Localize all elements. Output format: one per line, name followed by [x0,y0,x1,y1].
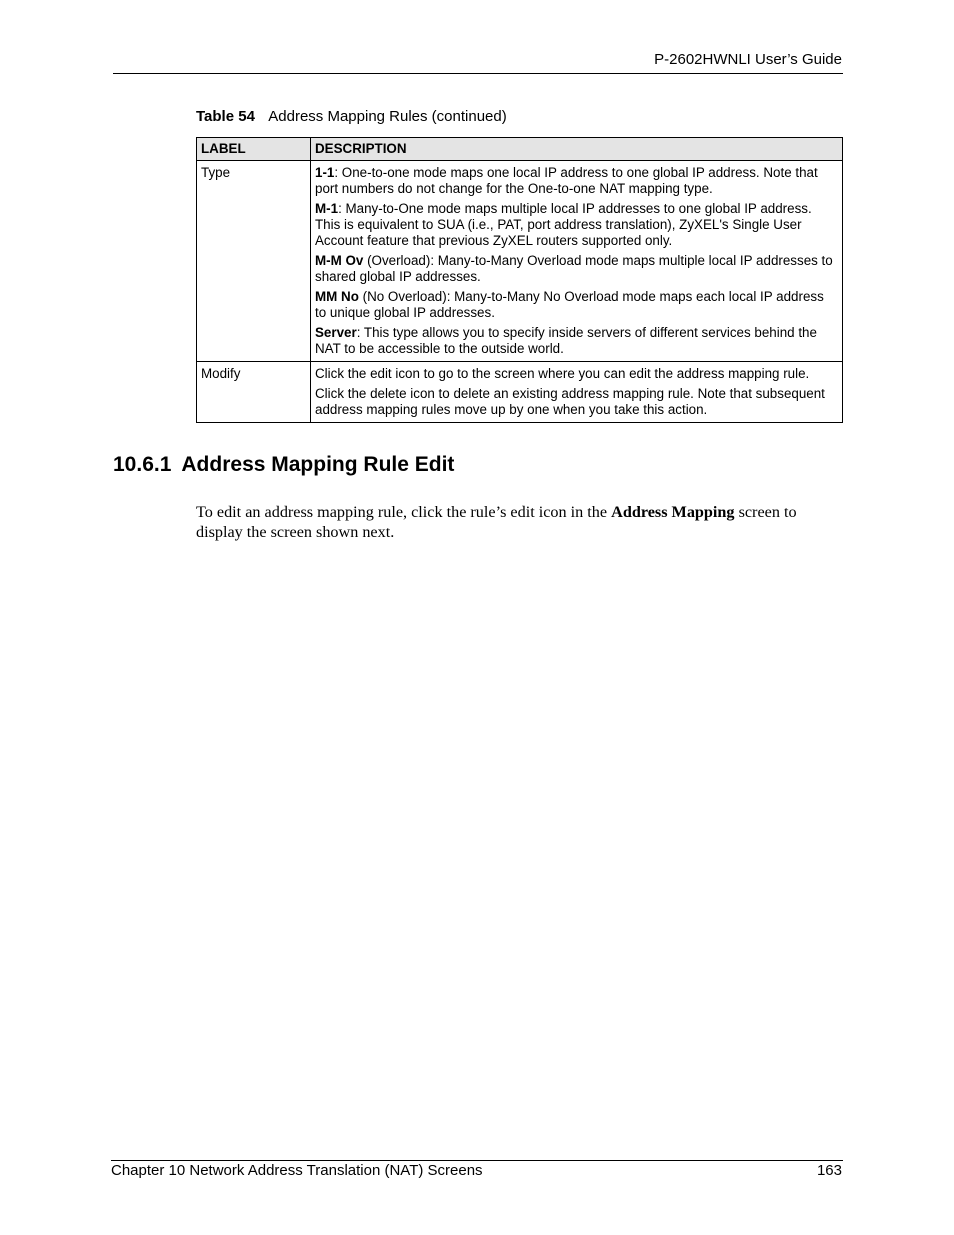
section-number: 10.6.1 [113,453,172,476]
description-item [315,289,838,321]
row-label: Type [197,161,311,362]
description-item [315,165,838,197]
body-paragraph [196,502,844,542]
footer-rule [111,1160,843,1161]
footer-chapter: Chapter 10 Network Address Translation (NAT) Screens [111,1162,483,1179]
description-text: (No Overload): Many-to-Many No Overload mode maps each local IP address to unique global IP addresses. [315,289,824,320]
table-caption [196,108,507,125]
table-row [197,362,843,423]
section-title: Address Mapping Rule Edit [181,453,455,476]
para-text-after: screen to display the screen shown next. [196,503,797,541]
address-mapping-rules-table [196,137,843,423]
para-text-before: To edit an address mapping rule, click the rule’s edit icon in the [196,503,612,521]
table-row [197,161,843,362]
description-item [315,325,838,357]
footer-page-number: 163 [816,1162,842,1179]
description-item: Click the delete icon to delete an existing address mapping rule. Note that subsequent address mapping rules move up by one when you take this action. [315,386,825,417]
table-caption-title: Address Mapping Rules (continued) [268,108,507,125]
table-caption-number: Table 54 [196,108,255,125]
column-header-description: DESCRIPTION [311,138,843,161]
description-item [315,201,838,249]
column-header-label: LABEL [197,138,311,161]
row-description [311,161,843,362]
description-text: : Many-to-One mode maps multiple local IP addresses to one global IP address. This is equivalent to SUA (i.e., PAT, port address translation), ZyXEL's Single User Account feature that previous ZyXEL routers supported only. [315,201,812,248]
description-text: : This type allows you to specify inside servers of different services behind the NAT to be accessible to the outside world. [315,325,817,356]
description-term: 1-1 [315,165,335,180]
description-text: : One-to-one mode maps one local IP address to one global IP address. Note that port numbers do not change for the One-to-one NAT mapping type. [315,165,818,196]
description-item: Click the edit icon to go to the screen where you can edit the address mapping rule. [315,366,810,381]
running-header-title: P-2602HWNLI User’s Guide [654,51,842,68]
description-term: M-M Ov [315,253,364,268]
description-item [315,253,838,285]
para-bold-screen-name: Address Mapping [611,503,735,521]
description-term: MM No [315,289,359,304]
header-rule [113,73,843,74]
section-heading [113,453,454,477]
row-description [311,362,843,423]
description-text: (Overload): Many-to-Many Overload mode maps multiple local IP addresses to shared global IP addresses. [315,253,833,284]
table-header-row [197,138,843,161]
description-term: Server [315,325,357,340]
description-term: M-1 [315,201,339,216]
row-label: Modify [197,362,311,423]
